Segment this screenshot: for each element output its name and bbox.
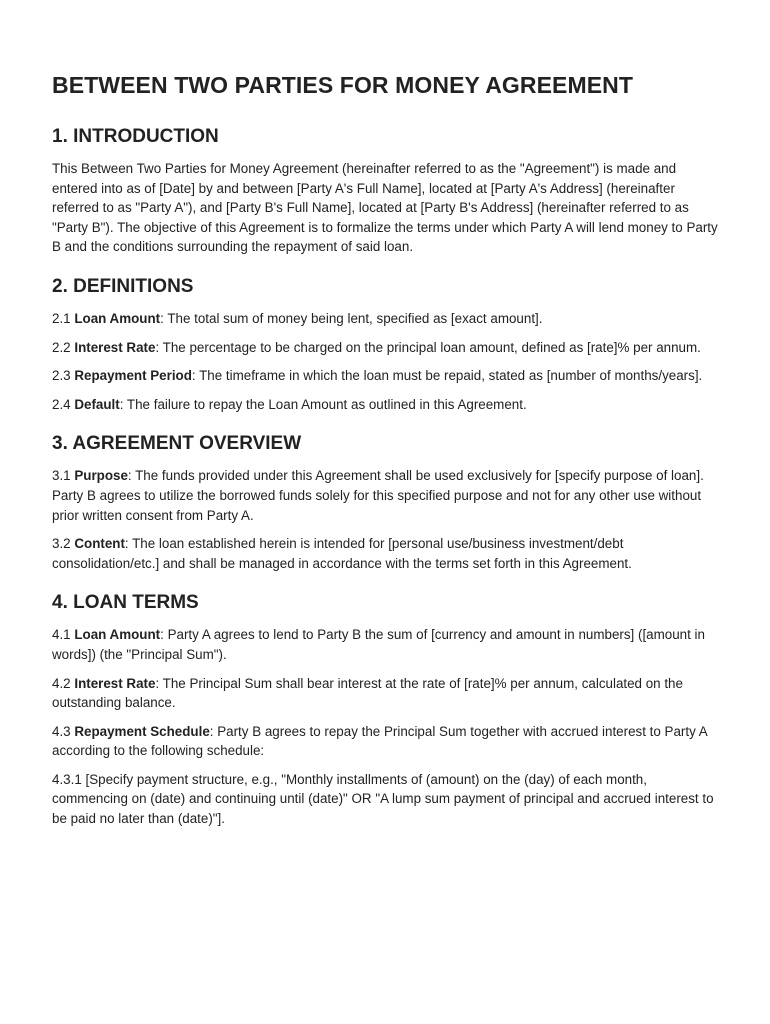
clause-term: Default	[74, 396, 120, 412]
clause-text: : The failure to repay the Loan Amount as outlined in this Agreement.	[119, 396, 527, 412]
clause-number: 4.1	[52, 627, 75, 643]
document-page	[52, 70, 722, 847]
clause-text: : Party A agrees to lend to Party B the sum of [currency and amount in numbers] ([amount in words]) (the "Principal Sum").	[52, 627, 705, 662]
clause-number: 3.1	[52, 468, 75, 484]
clause-text: : The funds provided under this Agreement shall be used exclusively for [specify purpose of loan]. Party B agrees to utilize the borrowed funds solely for this specified purpose and not for any other use without prior written consent from Party A.	[52, 468, 704, 523]
clause-paragraph	[52, 466, 722, 525]
document-body	[52, 125, 722, 829]
document-title: BETWEEN TWO PARTIES FOR MONEY AGREEMENT	[52, 72, 634, 98]
section-heading: 2. DEFINITIONS	[52, 275, 194, 297]
clause-term: Loan Amount	[74, 627, 161, 643]
clause-paragraph	[52, 395, 722, 415]
clause-paragraph	[52, 770, 722, 829]
section-1	[52, 125, 722, 257]
section-heading: 4. LOAN TERMS	[52, 592, 199, 614]
clause-paragraph	[52, 338, 722, 358]
clause-paragraph	[52, 366, 722, 386]
clause-number: 2.1	[52, 310, 75, 326]
clause-text: : The percentage to be charged on the principal loan amount, defined as [rate]% per annum.	[155, 339, 701, 355]
section-3	[52, 432, 722, 573]
clause-term: Interest Rate	[74, 339, 156, 355]
clause-paragraph	[52, 625, 722, 664]
clause-paragraph	[52, 309, 722, 329]
clause-term: Interest Rate	[74, 675, 156, 691]
clause-number: 4.3	[52, 723, 75, 739]
clause-text: This Between Two Parties for Money Agreement (hereinafter referred to as the "Agreement") is made and entered into as of [Date] by and between [Party A's Full Name], located at [Party A's Address] (hereinafter referred to as "Party A"), and [Party B's Full Name], located at [Party B's Address] (hereinafter referred to as "Party B"). The objective of this Agreement is to formalize the terms under which Party A will lend money to Party B and the conditions surrounding the repayment of said loan.	[52, 161, 718, 255]
clause-number: 2.3	[52, 368, 75, 384]
clause-number: 2.2	[52, 339, 75, 355]
clause-number: 4.2	[52, 675, 75, 691]
clause-text: : The timeframe in which the loan must be repaid, stated as [number of months/years].	[191, 368, 703, 384]
clause-text: : The Principal Sum shall bear interest at the rate of [rate]% per annum, calculated on the outstanding balance.	[52, 675, 683, 711]
clause-number: 3.2	[52, 536, 75, 552]
clause-number: 2.4	[52, 396, 75, 412]
clause-term: Content	[74, 536, 125, 552]
section-heading: 1. INTRODUCTION	[52, 126, 219, 147]
section-2	[52, 275, 722, 414]
clause-text: : Party B agrees to repay the Principal Sum together with accrued interest to Party A according to the following schedule:	[52, 723, 707, 759]
clause-paragraph	[52, 722, 722, 761]
clause-paragraph	[52, 534, 722, 573]
clause-term: Repayment Period	[74, 368, 192, 384]
clause-paragraph	[52, 674, 722, 713]
clause-text: 4.3.1 [Specify payment structure, e.g., "Monthly installments of (amount) on the (day) of each month, commencing on (date) and continuing until (date)" OR "A lump sum payment of principal and accrued interest to be paid no later than (date)"].	[52, 771, 714, 827]
section-heading: 3. AGREEMENT OVERVIEW	[52, 433, 302, 455]
clause-term: Loan Amount	[74, 310, 161, 326]
clause-term: Purpose	[74, 468, 128, 484]
clause-text: : The total sum of money being lent, specified as [exact amount].	[160, 310, 543, 326]
section-4	[52, 591, 722, 828]
clause-text: : The loan established herein is intended for [personal use/business investment/debt consolidation/etc.] and shall be managed in accordance with the terms set forth in this Agreement.	[52, 536, 632, 571]
clause-term: Repayment Schedule	[74, 723, 210, 739]
clause-paragraph	[52, 159, 722, 257]
